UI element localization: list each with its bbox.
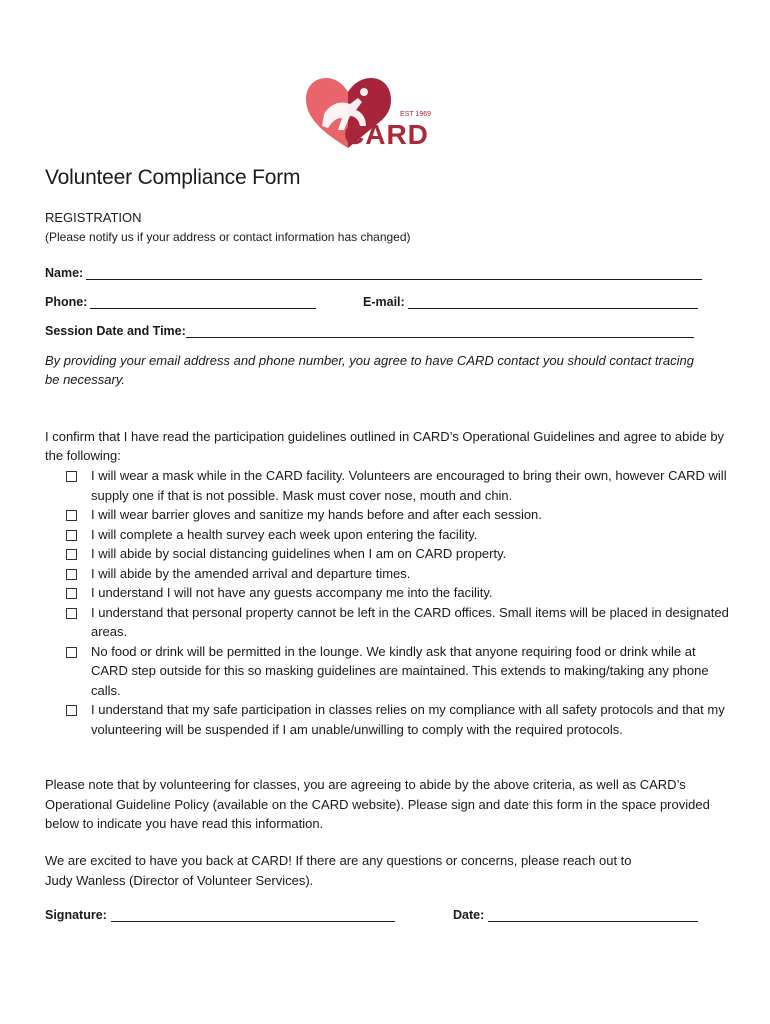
page-title: Volunteer Compliance Form [45,166,301,189]
contact-paragraph [45,851,735,890]
checkbox[interactable] [66,588,77,599]
checklist-item-text: No food or drink will be permitted in the lounge. We kindly ask that anyone requiring food or drink while at CARD step outside for this so masking guidelines are maintained. This extends to making/taking any phone calls. [91,643,709,698]
checkbox[interactable] [66,569,77,580]
session-field-row [45,324,694,338]
checkbox[interactable] [66,530,77,541]
checklist-item [66,583,736,603]
policy-paragraph: Please note that by volunteering for classes, you are agreeing to abide by the above criteria, as well as CARD’s Operational Guideline Policy (available on the CARD website). Please sign and date this form in the space provided below to indicate you have read this information. [45,777,710,831]
checklist-item-text: I will abide by the amended arrival and departure times. [91,565,411,581]
card-logo [304,74,438,150]
checkbox[interactable] [66,705,77,716]
phone-input-line[interactable] [90,295,316,309]
checkbox[interactable] [66,549,77,560]
checkbox[interactable] [66,608,77,619]
checklist-item [66,564,736,584]
phone-label: Phone: [45,295,88,309]
name-input-line[interactable] [86,266,702,280]
checklist-item-text: I understand I will not have any guests accompany me into the facility. [91,585,493,600]
email-field-row [363,295,698,309]
consent-statement: By providing your email address and phone number, you agree to have CARD contact you should contact tracing be necessary. [45,353,694,387]
checkbox[interactable] [66,647,77,658]
date-field-row [453,908,698,922]
svg-text:CARD: CARD [344,119,429,150]
horse-heart-logo-icon [304,74,438,150]
registration-heading: REGISTRATION [45,210,142,225]
svg-text:EST 1969: EST 1969 [400,111,432,118]
date-input-line[interactable] [488,908,698,922]
email-label: E-mail: [363,295,405,309]
checklist-item [66,700,736,739]
contact-line: We are excited to have you back at CARD! If there are any questions or concerns, please reach out to [45,853,632,868]
checklist-item [66,525,736,545]
checklist-item [66,505,736,525]
compliance-checklist [66,466,736,739]
phone-field-row [45,295,316,309]
name-field-row [45,266,702,280]
checkbox[interactable] [66,471,77,482]
date-label: Date: [453,908,485,922]
checklist-item [66,603,736,642]
signature-field-row [45,908,395,922]
contact-line: Judy Wanless (Director of Volunteer Services). [45,872,314,888]
checklist-item [66,466,736,505]
signature-input-line[interactable] [111,908,395,922]
session-label: Session Date and Time: [45,324,186,338]
checklist-item-text: I will abide by social distancing guidelines when I am on CARD property. [91,546,507,561]
registration-note: (Please notify us if your address or contact information has changed) [45,230,411,244]
checklist-item-text: I understand that personal property cannot be left in the CARD offices. Small items will be placed in designated areas. [91,604,729,639]
session-input-line[interactable] [186,324,694,338]
checklist-item-text: I understand that my safe participation in classes relies on my compliance with all safety protocols and that my volunteering will be suspended if I am unable/unwilling to comply with the required protocols. [91,702,725,737]
checklist-item-text: I will wear barrier gloves and sanitize my hands before and after each session. [91,507,542,522]
name-label: Name: [45,266,84,280]
email-input-line[interactable] [408,295,698,309]
signature-label: Signature: [45,908,107,922]
checklist-item-text: I will wear a mask while in the CARD facility. Volunteers are encouraged to bring their own, however CARD will supply one if that is not possible. Mask must cover nose, mouth and chin. [91,468,727,503]
checklist-item [66,544,736,564]
checkbox[interactable] [66,510,77,521]
guidelines-intro: I confirm that I have read the participation guidelines outlined in CARD’s Operational Guidelines and agree to abide by the following: [45,429,725,463]
checklist-item-text: I will complete a health survey each week upon entering the facility. [91,526,478,542]
checklist-item [66,642,736,701]
